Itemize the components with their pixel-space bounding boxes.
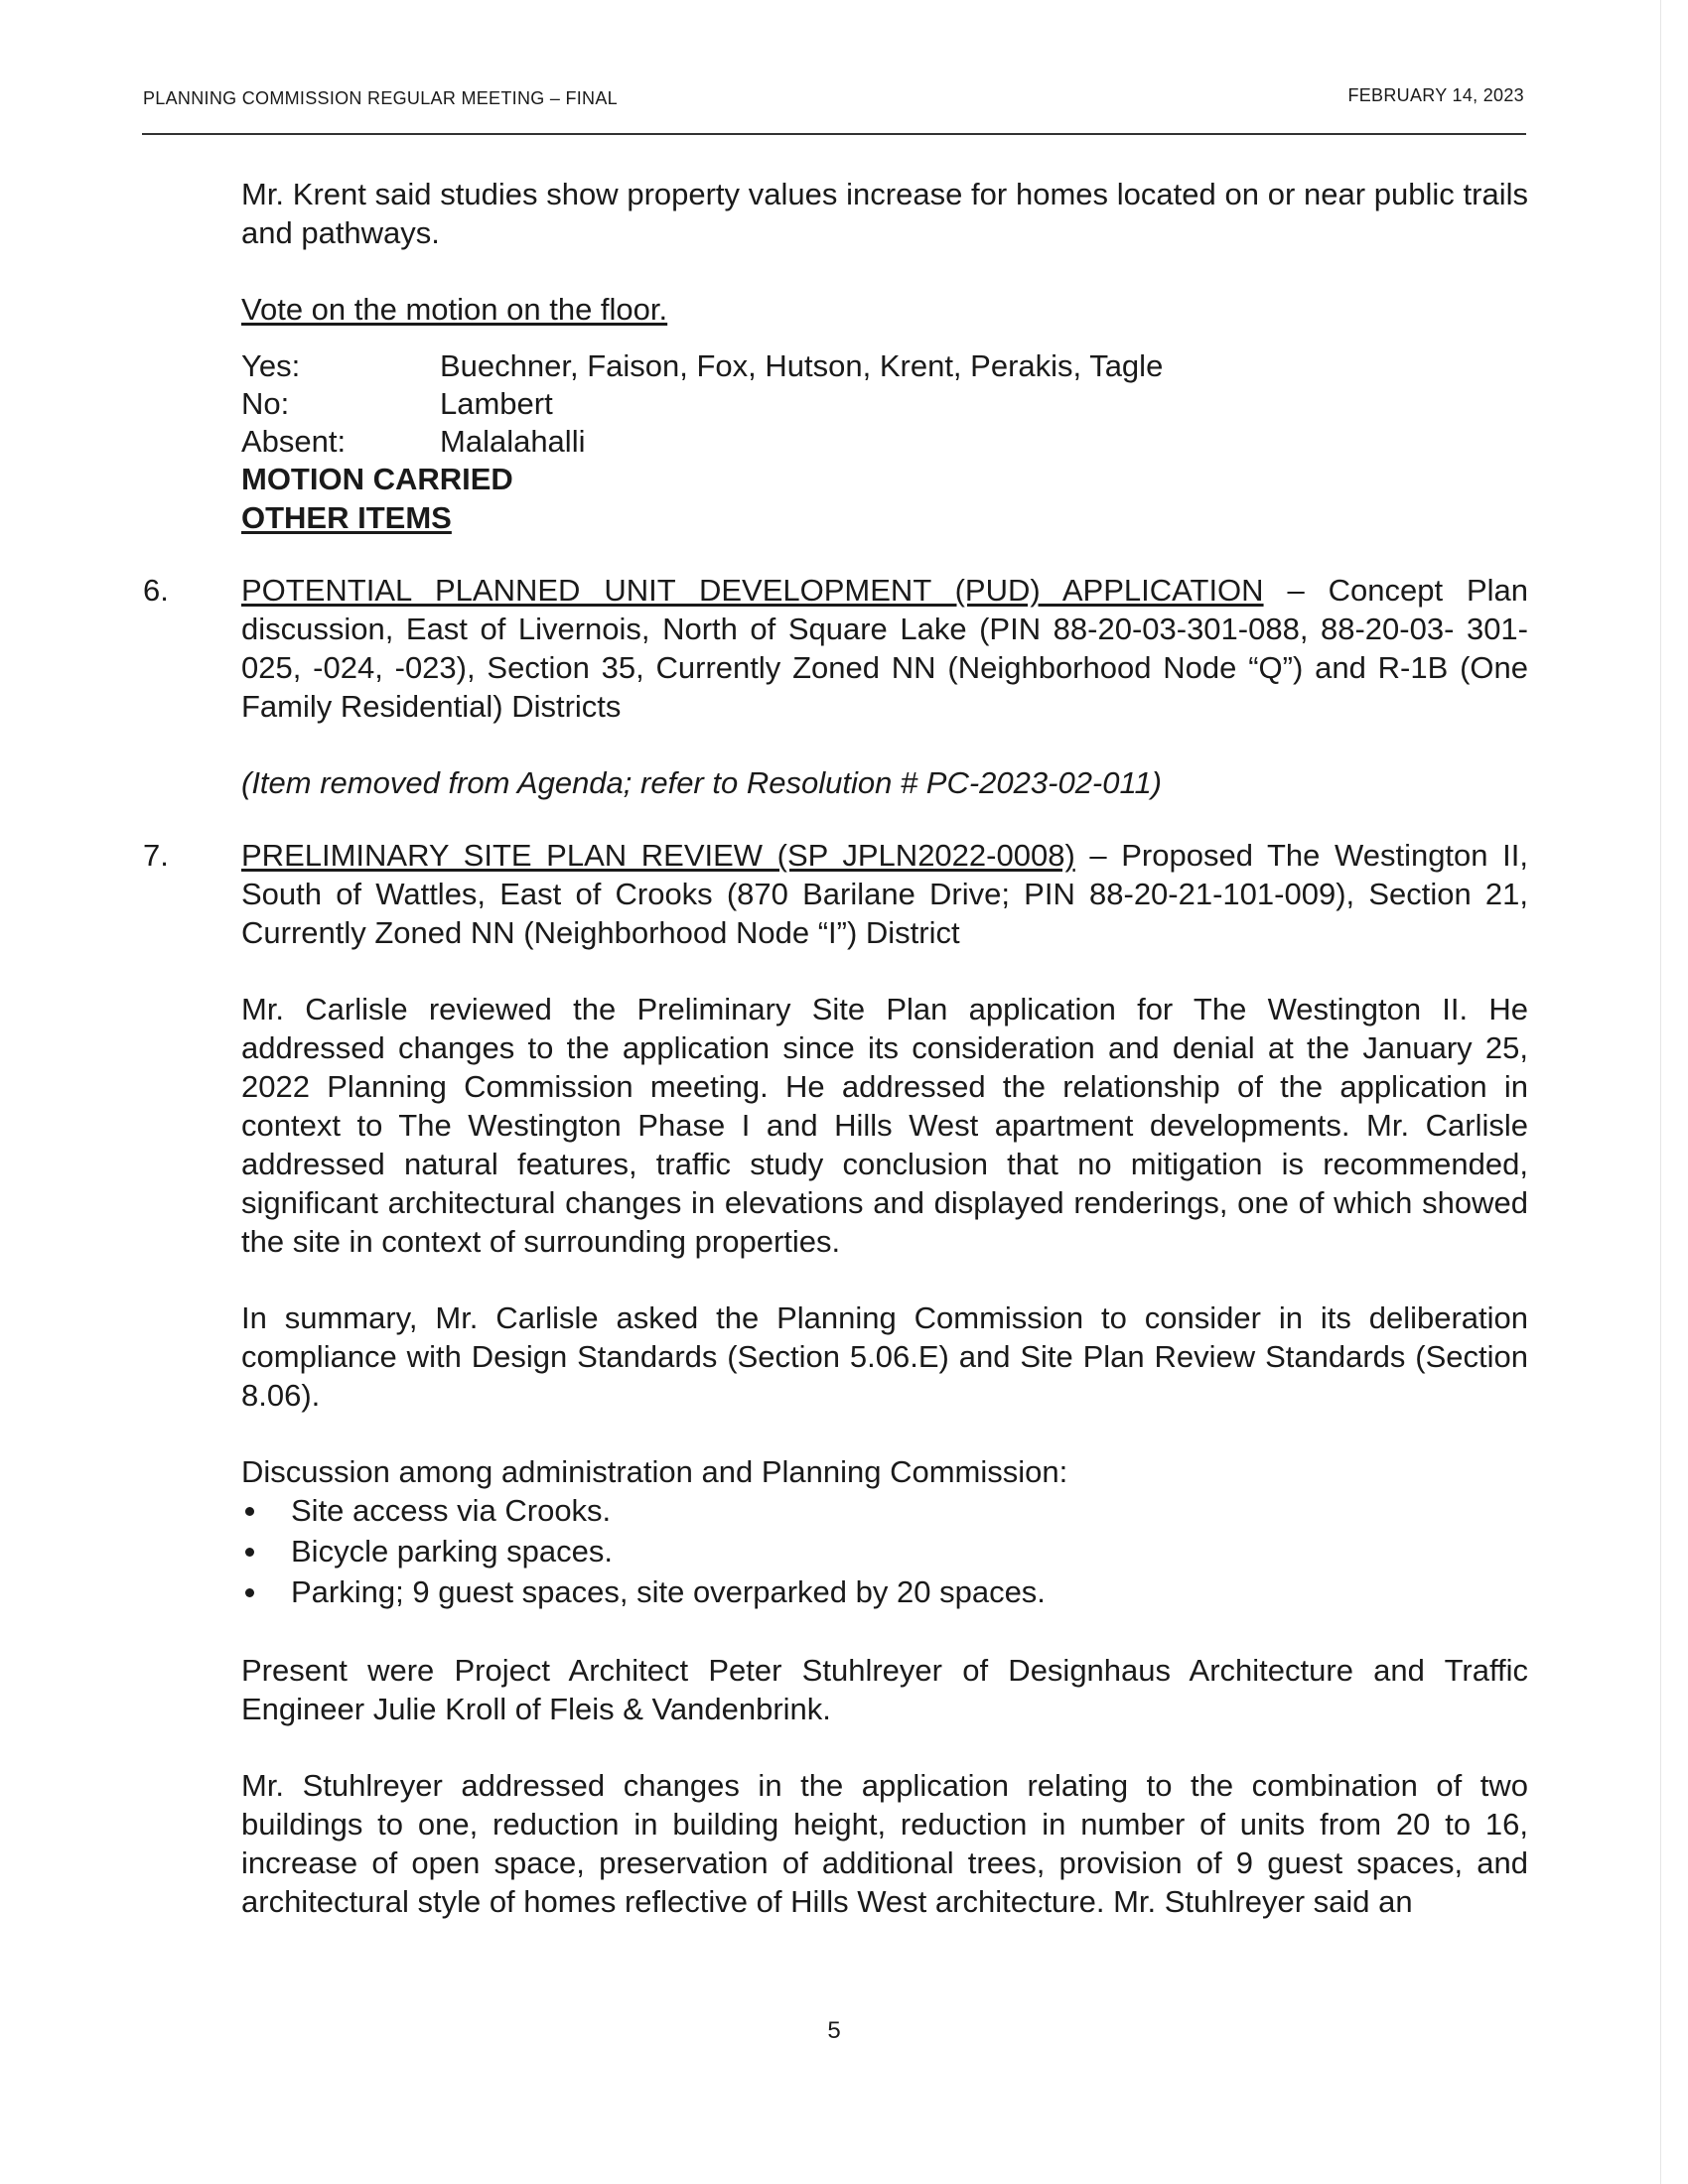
vote-label: Absent: bbox=[241, 424, 347, 459]
discussion-intro: Discussion among administration and Planning Commission: bbox=[241, 1454, 1068, 1489]
vote-row bbox=[241, 422, 1528, 460]
item-text: – Concept Plan discussion, East of Livernois, North of Square Lake (PIN 88-20-03-301-088, 88-20-03- 301-025, -024, -023), Section 35, Currently Zoned NN (Neighborhood Node “Q”) and R-1B (One Family Residential) Districts bbox=[241, 573, 1528, 724]
vote-table bbox=[241, 346, 1528, 460]
vote-names: Malalahalli bbox=[440, 424, 586, 459]
discussion-list bbox=[241, 1491, 1528, 1613]
vote-row bbox=[241, 384, 1528, 422]
agenda-item-7 bbox=[143, 836, 1528, 1921]
motion-result: MOTION CARRIED bbox=[241, 462, 513, 496]
vote-row bbox=[241, 346, 1528, 384]
item-description bbox=[241, 571, 1528, 726]
item-text: – Proposed The Westington II, South of Wattles, East of Crooks (870 Barilane Drive; PIN 88-20-21-101-009), Section 21, Currently Zoned NN (Neighborhood Node “I”) District bbox=[241, 838, 1528, 950]
document-body bbox=[143, 175, 1528, 1921]
section-heading: OTHER ITEMS bbox=[241, 500, 452, 535]
list-item: Site access via Crooks. bbox=[241, 1491, 1528, 1532]
list-item: Bicycle parking spaces. bbox=[241, 1532, 1528, 1572]
summary-paragraph: In summary, Mr. Carlisle asked the Planning Commission to consider in its deliberation compliance with Design Standards (Section 5.06.E) and Site Plan Review Standards (Section 8.06). bbox=[241, 1300, 1528, 1413]
list-item: Parking; 9 guest spaces, site overparked by 20 spaces. bbox=[241, 1572, 1528, 1613]
page-number: 5 bbox=[827, 2017, 841, 2044]
vote-label: No: bbox=[241, 386, 290, 421]
attendees-paragraph: Present were Project Architect Peter Stuhlreyer of Designhaus Architecture and Traffic Engineer Julie Kroll of Fleis & Vandenbrink. bbox=[241, 1653, 1528, 1726]
header-title: PLANNING COMMISSION REGULAR MEETING – FINAL bbox=[143, 88, 618, 108]
intro-paragraph: Mr. Krent said studies show property values increase for homes located on or near public trails and pathways. bbox=[241, 177, 1528, 250]
item-number: 6. bbox=[143, 573, 169, 608]
changes-paragraph: Mr. Stuhlreyer addressed changes in the application relating to the combination of two buildings to one, reduction in building height, reduction in number of units from 20 to 16, increase of open space, preservation of additional trees, provision of 9 guest spaces, and architectural style of homes reflective of Hills West architecture. Mr. Stuhlreyer said an bbox=[241, 1768, 1528, 1919]
item-number: 7. bbox=[143, 838, 169, 873]
vote-label: Yes: bbox=[241, 348, 301, 383]
vote-names: Lambert bbox=[440, 386, 553, 421]
header-divider bbox=[142, 133, 1526, 135]
header-date: FEBRUARY 14, 2023 bbox=[1347, 85, 1524, 105]
item-title: PRELIMINARY SITE PLAN REVIEW (SP JPLN2022-0008) bbox=[241, 838, 1075, 873]
item-title: POTENTIAL PLANNED UNIT DEVELOPMENT (PUD) APPLICATION bbox=[241, 573, 1264, 608]
agenda-item-6 bbox=[143, 571, 1528, 802]
vote-names: Buechner, Faison, Fox, Hutson, Krent, Perakis, Tagle bbox=[440, 348, 1164, 383]
page-edge-line bbox=[1660, 0, 1661, 2184]
item-note: (Item removed from Agenda; refer to Resolution # PC-2023-02-011) bbox=[241, 765, 1163, 800]
vote-heading: Vote on the motion on the floor. bbox=[241, 292, 668, 327]
item-description bbox=[241, 836, 1528, 952]
review-paragraph: Mr. Carlisle reviewed the Preliminary Site Plan application for The Westington II. He addressed changes to the application since its consideration and denial at the January 25, 2022 Planning Commission meeting. He addressed the relationship of the application in context to The Westington Phase I and Hills West apartment developments. Mr. Carlisle addressed natural features, traffic study conclusion that no mitigation is recommended, significant architectural changes in elevations and displayed renderings, one of which showed the site in context of surrounding properties. bbox=[241, 992, 1528, 1259]
